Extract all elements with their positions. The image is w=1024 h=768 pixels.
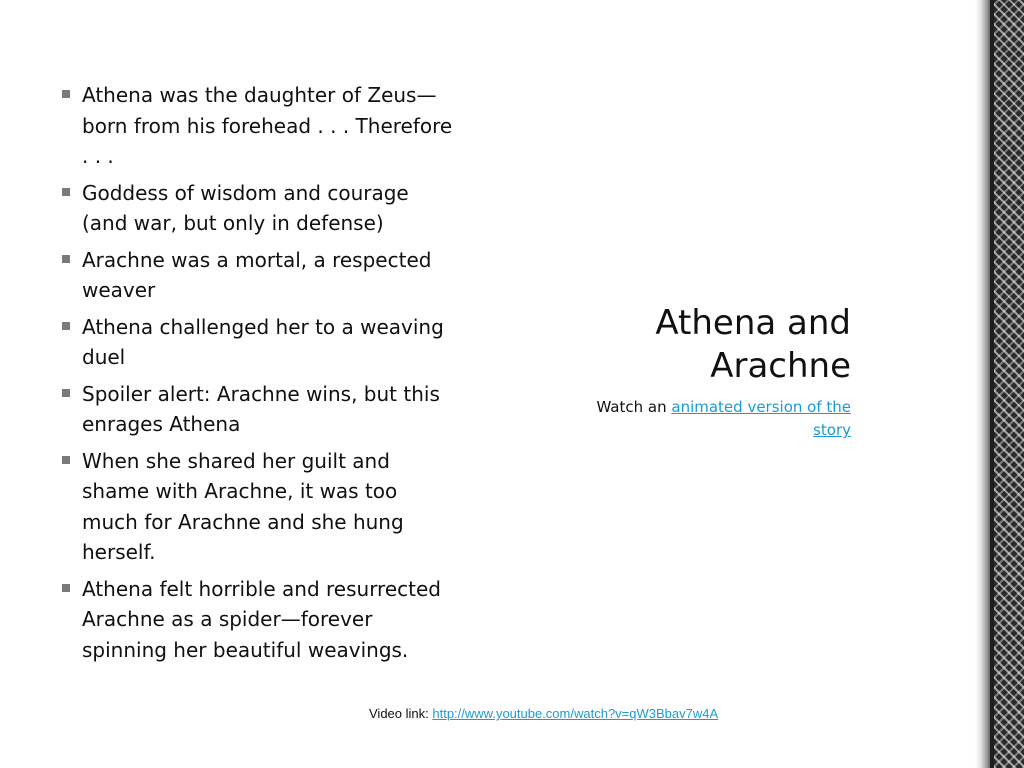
slide-subtitle [560, 396, 851, 442]
square-bullet-icon [62, 90, 70, 98]
bullet-text: Athena challenged her to a weaving duel [82, 314, 444, 369]
bullet-text: Athena was the daughter of Zeus—born from his forehead . . . Therefore . . . [82, 83, 453, 168]
decorative-shade-strip [975, 0, 991, 768]
video-link-label: Video link: [369, 706, 433, 721]
bullet-text: When she shared her guilt and shame with Arachne, it was too much for Arachne and she hung herself. [82, 448, 404, 564]
bullet-item [62, 379, 457, 440]
square-bullet-icon [62, 188, 70, 196]
square-bullet-icon [62, 584, 70, 592]
bullet-item [62, 80, 457, 172]
bullet-text: Goddess of wisdom and courage (and war, but only in defense) [82, 180, 409, 235]
bullet-item [62, 312, 457, 373]
bullet-item [62, 574, 457, 666]
bullet-item [62, 178, 457, 239]
square-bullet-icon [62, 255, 70, 263]
video-url-link[interactable]: http://www.youtube.com/watch?v=qW3Bbav7w4A [432, 706, 719, 721]
bullet-item [62, 245, 457, 306]
bullet-text: Athena felt horrible and resurrected Arachne as a spider—forever spinning her beautiful weavings. [82, 576, 441, 662]
video-link-caption [369, 706, 718, 721]
subtitle-prefix: Watch an [596, 398, 672, 416]
slide-title: Athena and Arachne [655, 303, 851, 386]
bullet-text: Spoiler alert: Arachne wins, but this enrages Athena [82, 381, 440, 436]
square-bullet-icon [62, 389, 70, 397]
square-bullet-icon [62, 456, 70, 464]
decorative-texture-border [994, 0, 1024, 768]
bullet-text: Arachne was a mortal, a respected weaver [82, 247, 432, 302]
animated-version-link[interactable]: animated version of the story [671, 398, 851, 439]
bullet-list [62, 80, 457, 671]
bullet-item [62, 446, 457, 568]
square-bullet-icon [62, 322, 70, 330]
